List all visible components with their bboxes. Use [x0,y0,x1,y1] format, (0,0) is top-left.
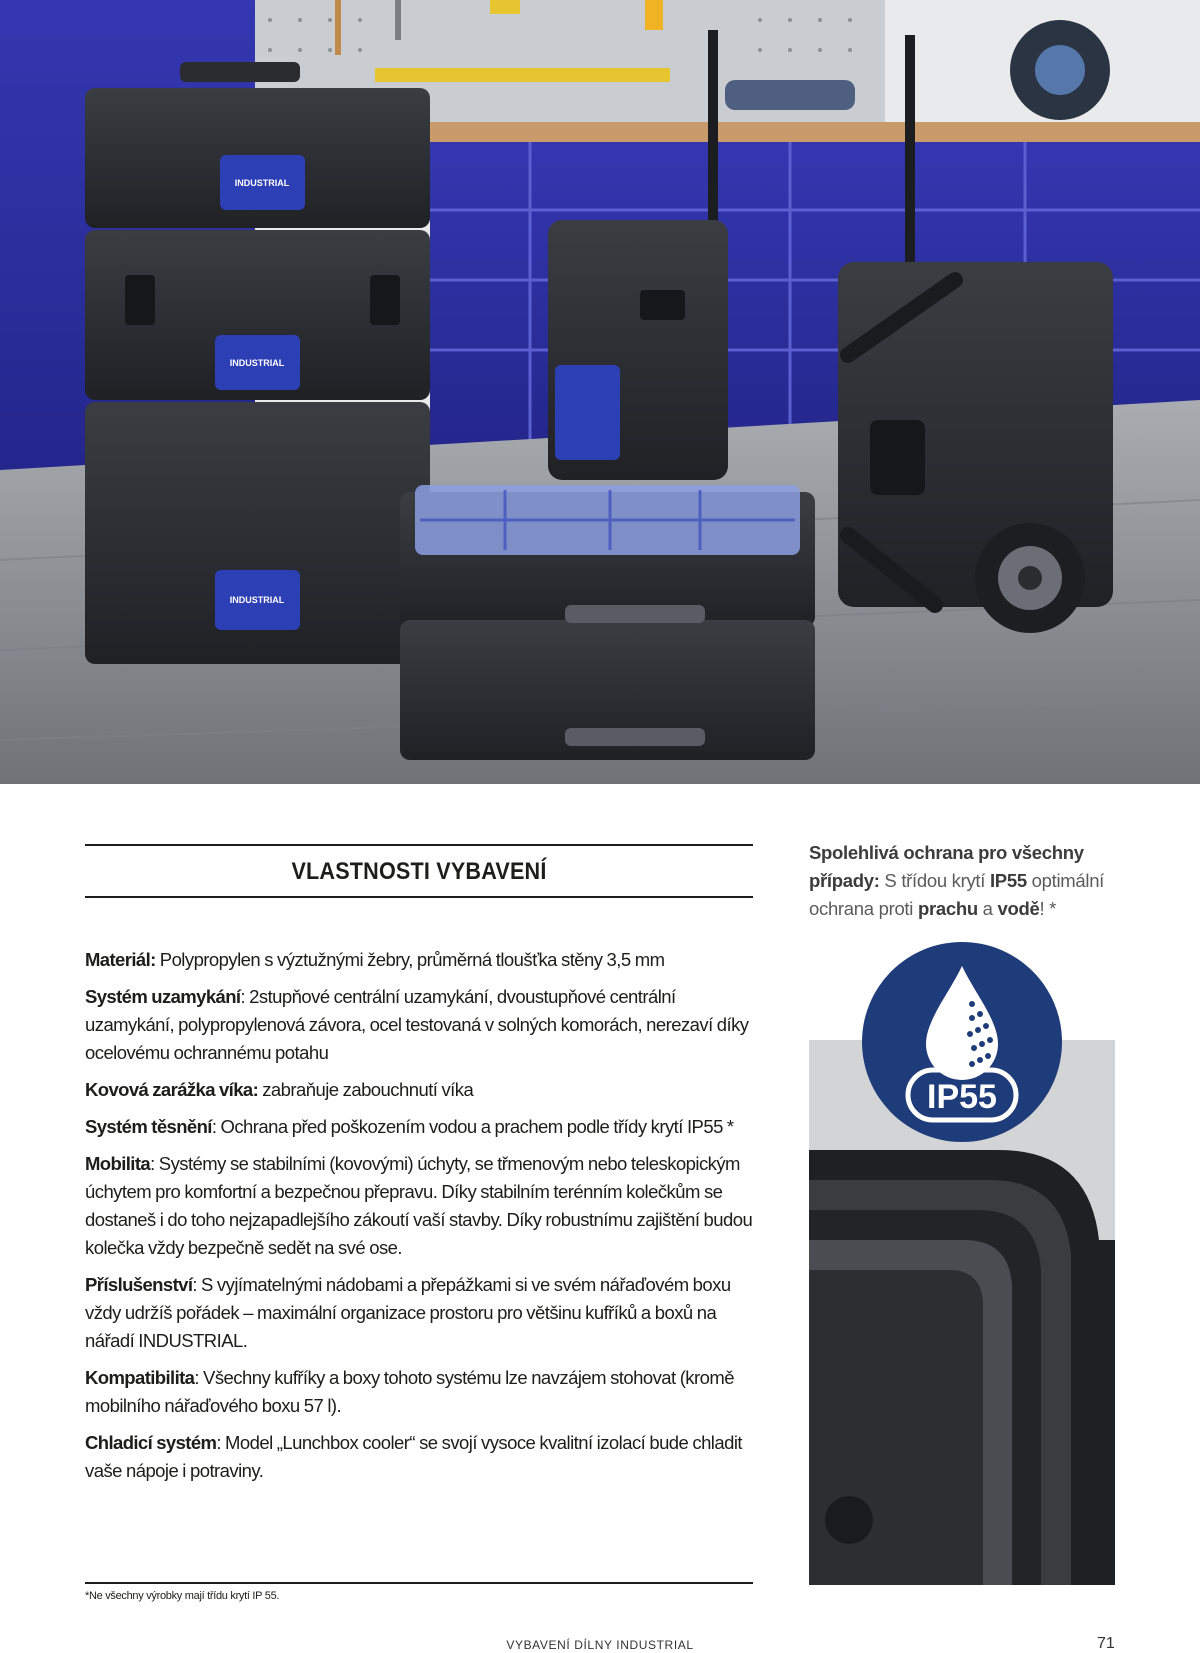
feature-text: zabraňuje zabouchnutí víka [258,1079,474,1100]
feature-label: Příslušenství [85,1274,193,1295]
feature-label: Kompatibilita [85,1367,195,1388]
feature-item-lid-stop [85,1076,753,1104]
feature-item-material [85,946,753,974]
feature-item-compatibility [85,1364,753,1420]
feature-label: Materiál: [85,949,156,970]
note-text: S třídou krytí [879,870,990,891]
feature-item-cooling [85,1429,753,1485]
feature-label: Chladicí systém [85,1432,217,1453]
note-bold-intro: Spolehlivá ochrana pro všechny případy: [809,842,1084,891]
note-bold-water: vodě [997,898,1040,919]
feature-text: : Systémy se stabilními (kovovými) úchyty, se třmenovým nebo teleskopickým úchytem pro komfortní a bezpečnou přepravu. Díky stabilním terénním kolečkům se dostaneš i do toho nejzapadlejšího zákoutí vaší stavby. Díky robustnímu zajištění budou kolečka vždy bezpečně sedět na své ose. [85,1153,753,1258]
note-bold-ip55: IP55 [989,870,1027,891]
footnote: *Ne všechny výrobky mají třídu krytí IP 55. [85,1590,280,1602]
feature-text: : Model „Lunchbox cooler“ se svojí vysoce kvalitní izolací bude chladit vaše nápoje i potraviny. [85,1432,742,1481]
feature-list [85,946,753,1485]
page-number: 71 [1097,1635,1115,1652]
feature-item-mobility [85,1150,753,1262]
feature-item-sealing [85,1113,753,1141]
feature-item-accessories [85,1271,753,1355]
feature-text: : Všechny kufříky a boxy tohoto systému lze navzájem stohovat (kromě mobilního nářaďového boxu 57 l). [85,1367,734,1416]
features-section [85,844,753,1494]
feature-label: Kovová zarážka víka: [85,1079,259,1100]
note-bold-dust: prachu [917,898,978,919]
feature-text: : Ochrana před poškozením vodou a prachem podle třídy krytí IP55 * [211,1116,734,1137]
ip55-protection-note [809,839,1139,923]
feature-text: : 2stupňové centrální uzamykání, dvoustupňové centrální uzamykání, polypropylenová závora, ocel testovaná v solných komorách, nerezaví díky ocelovému ochrannému potahu [85,986,749,1063]
feature-label: Systém uzamykání [85,986,241,1007]
hero-photo [0,0,1200,784]
brand-label: INDUSTRIAL [234,178,290,188]
title-rule-bottom [85,896,753,898]
feature-label: Mobilita [85,1153,151,1174]
note-text: a [977,898,998,919]
feature-text: Polypropylen s výztužnými žebry, průměrná tloušťka stěny 3,5 mm [155,949,665,970]
note-text: ! * [1039,898,1057,919]
ip55-badge-text: IP55 [927,1078,997,1116]
brand-label: INDUSTRIAL [229,358,285,368]
feature-label: Systém těsnění [85,1116,212,1137]
footer-section-title: VYBAVENÍ DÍLNY INDUSTRIAL [506,1638,694,1652]
feature-item-locking [85,983,753,1067]
feature-text: : S vyjímatelnými nádobami a přepážkami si ve svém nářaďovém boxu vždy udržíš pořádek – maximální organizace prostoru pro většinu kufříků a boxů na nářadí INDUSTRIAL. [85,1274,731,1351]
footnote-rule [85,1582,753,1584]
brand-label: INDUSTRIAL [229,595,285,605]
ip55-badge-icon [862,942,1062,1142]
note-text: optimální ochrana proti [809,870,1105,919]
section-title: VLASTNOSTI VYBAVENÍ [291,858,547,885]
